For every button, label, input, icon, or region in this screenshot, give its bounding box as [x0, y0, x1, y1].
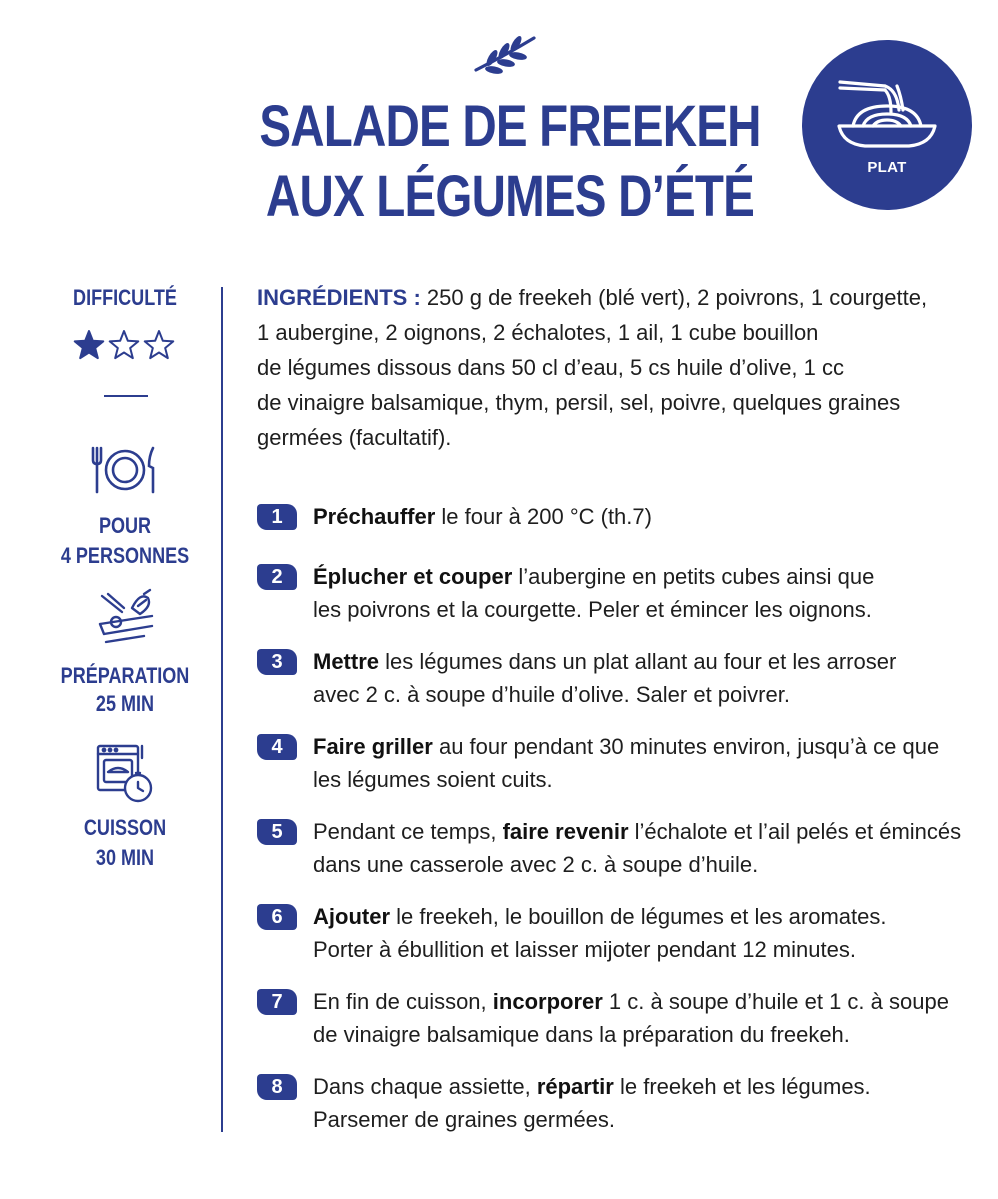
prep-line-1: PRÉPARATION	[60, 663, 190, 688]
ingredients-block	[257, 280, 937, 455]
step-number: 3	[257, 649, 297, 675]
difficulty-label: DIFFICULTÉ	[73, 285, 177, 310]
star-empty-icon	[145, 331, 174, 358]
cook-line-1: CUISSON	[83, 815, 167, 840]
step-number: 1	[257, 504, 297, 530]
step-text	[313, 815, 962, 881]
ingredients-label: INGRÉDIENTS :	[257, 285, 421, 310]
step-action: incorporer	[492, 989, 603, 1014]
step-line-1: le freekeh, le bouillon de légumes et les aromates.	[390, 904, 887, 929]
step-line-2: dans une casserole avec 2 c. à soupe d’huile.	[313, 852, 759, 877]
badge-label: PLAT	[867, 159, 907, 176]
step-line-1: le freekeh et les légumes.	[613, 1074, 871, 1099]
step-line-1: 1 c. à soupe d’huile et 1 c. à soupe	[602, 989, 949, 1014]
plate-cutlery-icon	[91, 444, 159, 496]
step-number: 7	[257, 989, 297, 1015]
step-text	[313, 1070, 953, 1136]
step-line-2: Porter à ébullition et laisser mijoter pendant 12 minutes.	[313, 937, 856, 962]
prep-line-2: 25 MIN	[95, 691, 155, 716]
step-action: Ajouter	[313, 904, 390, 929]
step-action: Faire griller	[313, 734, 433, 759]
difficulty-stars	[73, 328, 177, 362]
star-filled-icon	[75, 331, 104, 358]
oven-timer-icon	[96, 742, 158, 804]
step-line-1: au four pendant 30 minutes environ, jusqu’à ce que	[432, 734, 940, 759]
ingredients-line-2: 1 aubergine, 2 oignons, 2 échalotes, 1 ail, 1 cube bouillon	[257, 320, 819, 345]
step-text	[313, 900, 953, 966]
step-action: Mettre	[313, 649, 380, 674]
step-number: 5	[257, 819, 297, 845]
step-number: 8	[257, 1074, 297, 1100]
title-line-1: SALADE DE FREEKEH	[259, 94, 761, 159]
chopping-board-icon	[96, 588, 156, 644]
step-pre: En fin de cuisson,	[313, 989, 493, 1014]
step-line-1: l’aubergine en petits cubes ainsi que	[512, 564, 875, 589]
step-action: répartir	[536, 1074, 614, 1099]
ingredients-line-3: de légumes dissous dans 50 cl d’eau, 5 cs huile d’olive, 1 cc	[257, 355, 845, 380]
step-line-2: les légumes soient cuits.	[313, 767, 553, 792]
ingredients-line-1	[257, 280, 937, 315]
step-action: Préchauffer	[313, 504, 436, 529]
step-text	[313, 500, 953, 533]
cook-line-2: 30 MIN	[95, 845, 155, 870]
servings-line-2: 4 PERSONNES	[60, 543, 190, 568]
step-text	[313, 730, 953, 796]
category-badge	[802, 40, 972, 210]
step-text	[313, 985, 953, 1051]
recipe-title	[256, 92, 764, 232]
step-line-1: l’échalote et l’ail pelés et émincés	[628, 819, 962, 844]
step-action: faire revenir	[502, 819, 629, 844]
step-number: 6	[257, 904, 297, 930]
step-line-2: avec 2 c. à soupe d’huile d’olive. Saler et poivrer.	[313, 682, 790, 707]
divider	[104, 395, 148, 397]
plate-spaghetti-icon	[837, 76, 937, 151]
wheat-icon	[470, 30, 540, 80]
step-line-2: Parsemer de graines germées.	[313, 1107, 616, 1132]
step-text	[313, 645, 953, 711]
servings-line-1: POUR	[98, 513, 152, 538]
step-line-2: les poivrons et la courgette. Peler et émincer les oignons.	[313, 597, 872, 622]
step-action: Éplucher et couper	[313, 564, 513, 589]
ingredients-line-5: germées (facultatif).	[257, 425, 452, 450]
ingredients-line-4: de vinaigre balsamique, thym, persil, sel, poivre, quelques graines	[257, 390, 901, 415]
step-line-2: de vinaigre balsamique dans la préparation du freekeh.	[313, 1022, 850, 1047]
step-line-1: le four à 200 °C (th.7)	[435, 504, 652, 529]
step-line-1: les légumes dans un plat allant au four et les arroser	[379, 649, 897, 674]
star-empty-icon	[110, 331, 139, 358]
vertical-divider	[221, 287, 223, 1132]
step-pre: Dans chaque assiette,	[313, 1074, 537, 1099]
ingredients-text-1: 250 g de freekeh (blé vert), 2 poivrons, 1 courgette,	[420, 285, 928, 310]
title-line-2: AUX LÉGUMES D’ÉTÉ	[265, 164, 755, 229]
step-number: 2	[257, 564, 297, 590]
step-pre: Pendant ce temps,	[313, 819, 503, 844]
step-number: 4	[257, 734, 297, 760]
step-text	[313, 560, 953, 626]
